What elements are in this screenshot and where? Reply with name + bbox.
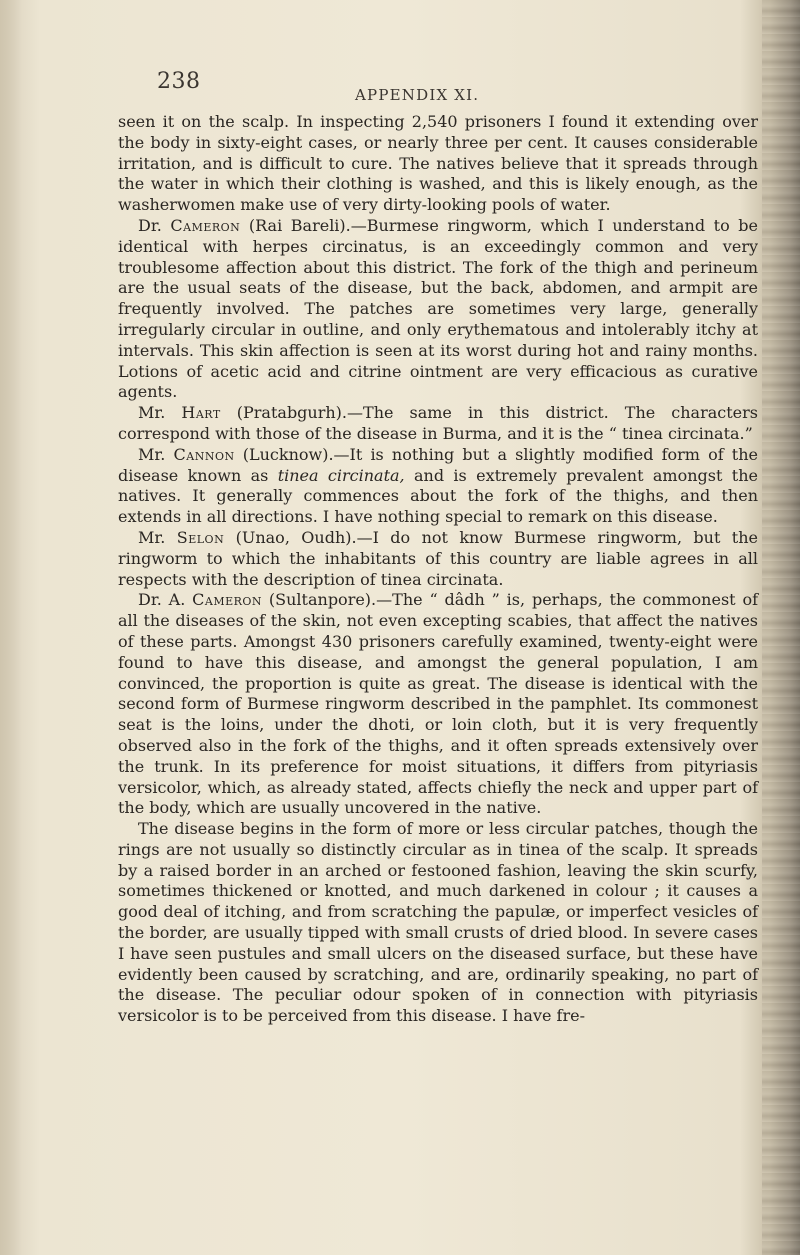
paragraph-text: seen it on the scalp. In inspecting 2,540 prisoners I found it extending over the body in sixty-eight cases, or nearly three per cent. It causes considerable irritation, and is difficult to cure. The natives believe that it spreads through the water in which their clothing is washed, and this is likely enough, as the washerwomen make use of very dirty-looking pools of water. — [118, 112, 758, 215]
contributor-location: (Sultanpore).— — [262, 590, 393, 610]
contributor-name: Selon — [176, 527, 225, 547]
paragraph-cameron-sultanpore — [118, 590, 758, 819]
paragraph-continued — [118, 112, 758, 216]
paragraph-text: The same in this district. The characters correspond with those of the disease in Burma, and it is the “ tinea circinata.” — [118, 403, 758, 443]
contributor-location: (Rai Bareli).— — [240, 215, 367, 235]
paragraph-hart-pratabgurh — [118, 403, 758, 445]
page-number: 238 — [157, 69, 201, 94]
paragraph-disease-description — [118, 819, 758, 1027]
book-spine-edge — [762, 0, 800, 1255]
title-prefix: Dr. — [138, 215, 171, 235]
contributor-location: (Pratabgurh).— — [220, 403, 364, 423]
paragraph-selon-unao — [118, 528, 758, 590]
paragraph-text: The disease begins in the form of more or less circular patches, though the rings are not usually so distinctly circular as in tinea of the scalp. It spreads by a raised border in an arched or festooned fashion, leaving the skin scurfy, sometimes thickened or knotted, and much darkened in colour ; it causes a good deal of itching, and from scratching the papulæ, or imperfect vesicles of the border, are usually tipped with small crusts of dried blood. In severe cases I have seen pustules and small ulcers on the diseased surface, but these have evidently been caused by scratching, and are, ordinarily speaking, no part of the disease. The peculiar odour spoken of in connection with pityriasis versicolor is to be perceived from this disease. I have fre- — [118, 819, 758, 1026]
page-gutter-shadow — [0, 0, 22, 1255]
contributor-location: (Unao, Oudh).— — [224, 527, 373, 547]
paragraph-cameron-rai-bareli — [118, 216, 758, 403]
body-text — [118, 112, 758, 1027]
paragraph-text: It is nothing but a slightly modified form of the disease known as — [118, 444, 759, 485]
paragraph-text: I do not know Burmese ringworm, but the ringworm to which the inhabitants of this country are liable agrees in all respects with the description of tinea circinata. — [118, 527, 758, 589]
paragraph-text: Burmese ringworm, which I understand to be identical with herpes circinatus, is an exceedingly common and very troublesome affection about this district. The fork of the thigh and perineum are the usual seats of the disease, but the back, abdomen, and armpit are frequently involved. The patches are sometimes very large, generally irregularly circular in outline, and only erythematous and intolerably itchy at intervals. This skin affection is seen at its worst during hot and rainy months. Lotions of acetic acid and citrine ointment are very efficacious as curative agents. — [118, 215, 759, 402]
contributor-location: (Lucknow).— — [234, 444, 350, 464]
contributor-name: Hart — [181, 403, 221, 423]
italic-term: tinea circinata, — [277, 465, 405, 485]
title-prefix: Mr. — [138, 403, 182, 423]
title-prefix: Dr. A. — [138, 590, 193, 610]
contributor-name: Cannon — [173, 444, 235, 464]
contributor-name: Cameron — [170, 215, 241, 235]
contributor-name: Cameron — [192, 590, 263, 610]
running-head: APPENDIX XI. — [355, 86, 480, 104]
paragraph-text: and is extremely prevalent amongst the natives. It generally commences about the fork of the thighs, and then extends in all directions. I have nothing special to remark on this disease. — [118, 465, 758, 527]
title-prefix: Mr. — [138, 527, 177, 547]
paragraph-text: The “ dâdh ” is, perhaps, the commonest of all the diseases of the skin, not even excepting scabies, that affect the natives of these parts. Amongst 430 prisoners carefully examined, twenty-eight were found to have this disease, and amongst the general population, I am convinced, the proportion is quite as great. The disease is identical with the second form of Burmese ringworm described in the pamphlet. Its commonest seat is the loins, under the dhoti, or loin cloth, but it is very frequently observed also in the fork of the thighs, and it often spreads extensively over the trunk. In its preference for moist situations, it differs from pityriasis versicolor, which, as already stated, affects chiefly the neck and upper part of the body, which are usually uncovered in the native. — [118, 590, 758, 818]
title-prefix: Mr. — [138, 444, 174, 464]
paragraph-cannon-lucknow — [118, 445, 758, 528]
